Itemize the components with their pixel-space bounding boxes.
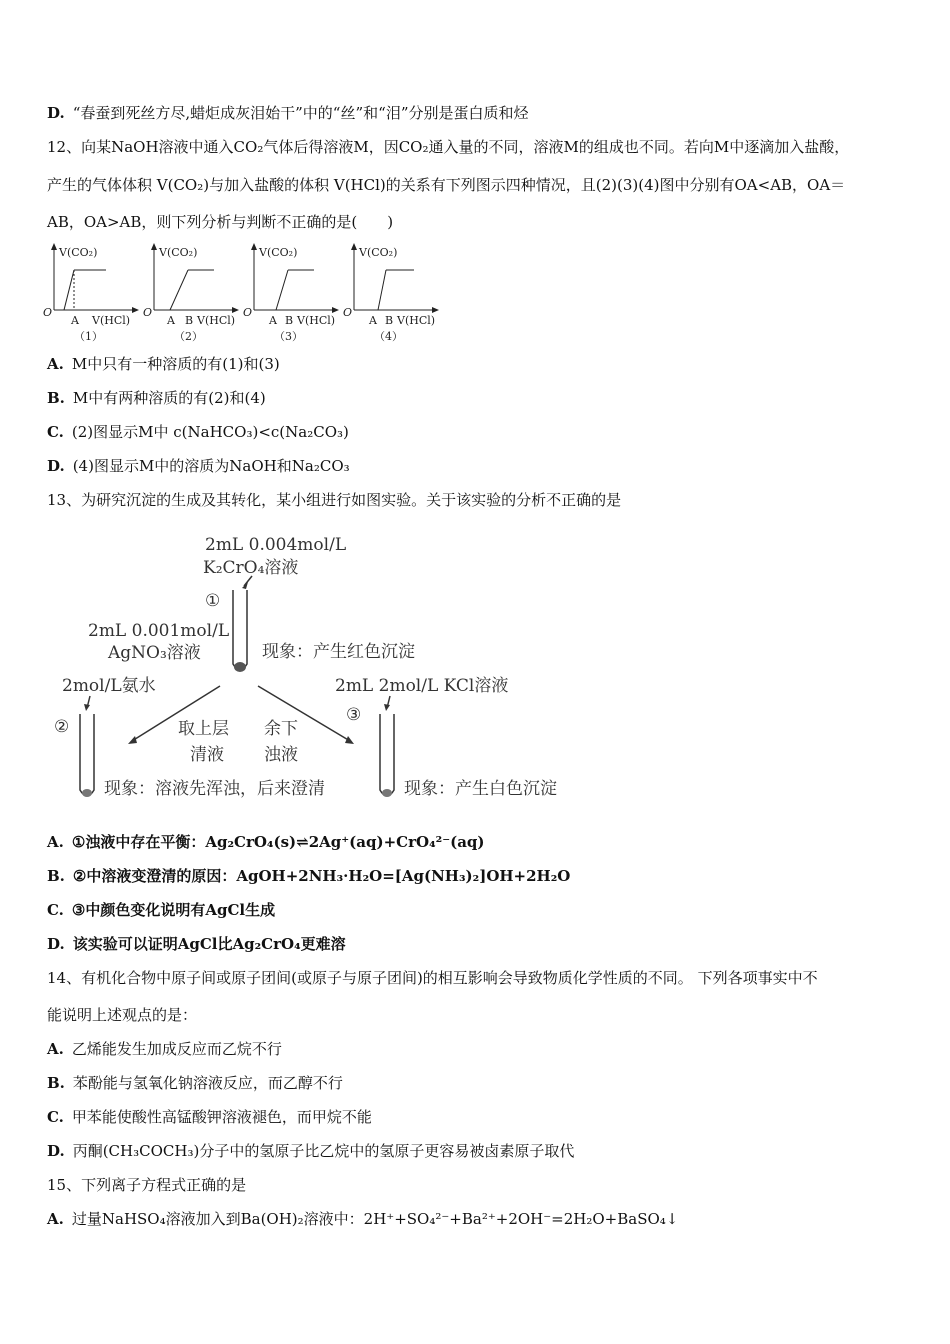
q13-option-d <box>47 934 346 954</box>
fig-kcl-label: 2mL 2mol/L KCl溶液 <box>335 676 509 696</box>
graph-point-a: A <box>269 314 277 327</box>
fig-step-1: ① <box>205 591 221 611</box>
test-tube-1 <box>233 590 247 670</box>
option-letter: A. <box>47 1210 64 1228</box>
graph-point-b: B <box>185 314 194 327</box>
option-letter: C. <box>47 423 64 441</box>
q12-option-b <box>47 388 266 408</box>
graph-caption: （4） <box>374 330 403 343</box>
graph-point-b: B <box>285 314 294 327</box>
q13-option-b <box>47 866 570 886</box>
question-number: 14、 <box>47 969 82 987</box>
q14-option-b <box>47 1073 343 1093</box>
option-text: 过量NaHSO₄溶液加入到Ba(OH)₂溶液中：2H⁺+SO₄²⁻+Ba²⁺+2OH⁻=2H₂O+BaSO₄↓ <box>71 1210 679 1228</box>
question-text: 有机化合物中原子间或原子团间(或原子与原子团间)的相互影响会导致物质化学性质的不同。 下列各项事实中不 <box>81 969 818 987</box>
q15-option-a <box>47 1209 678 1229</box>
fig-rest-label-1: 余下 <box>264 719 298 739</box>
graph-4 <box>343 243 439 343</box>
option-text: (4)图显示M中的溶质为NaOH和Na₂CO₃ <box>72 457 350 475</box>
graph-origin: O <box>43 306 53 319</box>
option-text: ②中溶液变澄清的原因：AgOH+2NH₃·H₂O=[Ag(NH₃)₂]OH+2H₂O <box>72 867 571 885</box>
graph-caption: （1） <box>74 330 103 343</box>
fig-phenomenon-2: 现象：溶液先浑浊，后来澄清 <box>104 779 325 799</box>
q12-stem-line1 <box>47 137 849 157</box>
fig-phenomenon-1: 现象：产生红色沉淀 <box>262 642 415 662</box>
q12-graphs <box>40 240 440 345</box>
q13-option-a <box>47 832 485 852</box>
graph-x-label: V(HCl) <box>92 314 131 327</box>
option-text: “春蚕到死丝方尽,蜡炬成灰泪始干”中的“丝”和“泪”分别是蛋白质和烃 <box>72 104 529 122</box>
option-letter: D. <box>47 104 65 122</box>
question-number: 13、 <box>47 491 82 509</box>
q15-stem <box>47 1175 246 1195</box>
q13-option-c <box>47 900 275 920</box>
fig-take-label-1: 取上层 <box>178 719 229 739</box>
option-letter: D. <box>47 935 65 953</box>
fig-rest-label-2: 浊液 <box>264 745 298 765</box>
graph-x-label: V(HCl) <box>197 314 236 327</box>
graph-origin: O <box>343 306 353 319</box>
fig-ammonia-label: 2mol/L氨水 <box>62 676 156 696</box>
option-letter: C. <box>47 901 64 919</box>
option-text: ③中颜色变化说明有AgCl生成 <box>71 901 276 919</box>
option-text: 甲苯能使酸性高锰酸钾溶液褪色，而甲烷不能 <box>71 1108 372 1126</box>
q13-stem <box>47 490 621 510</box>
question-text: 向某NaOH溶液中通入CO₂气体后得溶液M，因CO₂通入量的不同，溶液M的组成也不同。若向M中逐滴加入盐酸， <box>81 138 850 156</box>
q12-stem-line2: 产生的气体体积 V(CO₂)与加入盐酸的体积 V(HCl)的关系有下列图示四种情况，且(2)(3)(4)图中分别有OA<AB，OA＝ <box>47 176 846 194</box>
option-letter: D. <box>47 1142 65 1160</box>
fig-top-reagent-name: K₂CrO₄溶液 <box>203 558 299 578</box>
question-number: 15、 <box>47 1176 82 1194</box>
q11-option-d <box>47 103 529 123</box>
fig-top-reagent-conc: 2mL 0.004mol/L <box>205 535 347 555</box>
option-text: 乙烯能发生加成反应而乙烷不行 <box>71 1040 282 1058</box>
q12-option-d <box>47 456 350 476</box>
option-text: M中有两种溶质的有(2)和(4) <box>72 389 266 407</box>
graph-caption: （3） <box>274 330 303 343</box>
question-text: 下列离子方程式正确的是 <box>81 1176 247 1194</box>
test-tube-2 <box>80 714 94 796</box>
question-text: 为研究沉淀的生成及其转化，某小组进行如图实验。关于该实验的分析不正确的是 <box>81 491 622 509</box>
graph-x-label: V(HCl) <box>397 314 436 327</box>
fig-phenomenon-3: 现象：产生白色沉淀 <box>404 779 557 799</box>
option-letter: A. <box>47 833 64 851</box>
option-letter: D. <box>47 457 65 475</box>
q12-option-c <box>47 422 349 442</box>
option-text: (2)图显示M中 c(NaHCO₃)<c(Na₂CO₃) <box>71 423 349 441</box>
option-text: 苯酚能与氢氧化钠溶液反应，而乙醇不行 <box>72 1074 343 1092</box>
option-letter: A. <box>47 1040 64 1058</box>
q12-option-a <box>47 354 280 374</box>
graph-point-a: A <box>167 314 175 327</box>
graph-y-label: V(CO₂) <box>259 246 298 259</box>
graph-y-label: V(CO₂) <box>59 246 98 259</box>
option-letter: C. <box>47 1108 64 1126</box>
q14-stem-line2: 能说明上述观点的是： <box>47 1006 198 1024</box>
fig-left-reagent-name: AgNO₃溶液 <box>108 643 201 663</box>
option-letter: B. <box>47 389 65 407</box>
graph-2 <box>143 243 239 343</box>
option-letter: B. <box>47 867 65 885</box>
q14-option-c <box>47 1107 372 1127</box>
graph-point-b: B <box>385 314 394 327</box>
q12-stem-line3: AB，OA>AB，则下列分析与判断不正确的是( ) <box>47 213 394 231</box>
graph-3 <box>243 243 339 343</box>
graph-point-a: A <box>369 314 377 327</box>
graph-x-label: V(HCl) <box>297 314 336 327</box>
option-letter: A. <box>47 355 64 373</box>
question-number: 12、 <box>47 138 82 156</box>
option-letter: B. <box>47 1074 65 1092</box>
graph-origin: O <box>143 306 153 319</box>
option-text: ①浊液中存在平衡：Ag₂CrO₄(s)⇌2Ag⁺(aq)+CrO₄²⁻(aq) <box>71 833 485 851</box>
graph-origin: O <box>243 306 253 319</box>
option-text: 该实验可以证明AgCl比Ag₂CrO₄更难溶 <box>72 935 346 953</box>
graph-1 <box>43 243 139 343</box>
fig-step-2: ② <box>54 717 70 737</box>
option-text: M中只有一种溶质的有(1)和(3) <box>71 355 280 373</box>
q14-option-a <box>47 1039 282 1059</box>
q14-stem-line1 <box>47 968 818 988</box>
graph-caption: （2） <box>174 330 203 343</box>
q13-experiment-figure <box>40 528 620 810</box>
fig-left-reagent-conc: 2mL 0.001mol/L <box>88 621 230 641</box>
test-tube-3 <box>380 714 394 796</box>
graph-y-label: V(CO₂) <box>359 246 398 259</box>
graph-y-label: V(CO₂) <box>159 246 198 259</box>
fig-step-3: ③ <box>346 705 362 725</box>
fig-take-label-2: 清液 <box>190 745 224 765</box>
graph-point-a: A <box>71 314 79 327</box>
option-text: 丙酮(CH₃COCH₃)分子中的氢原子比乙烷中的氢原子更容易被卤素原子取代 <box>72 1142 575 1160</box>
q14-option-d <box>47 1141 574 1161</box>
